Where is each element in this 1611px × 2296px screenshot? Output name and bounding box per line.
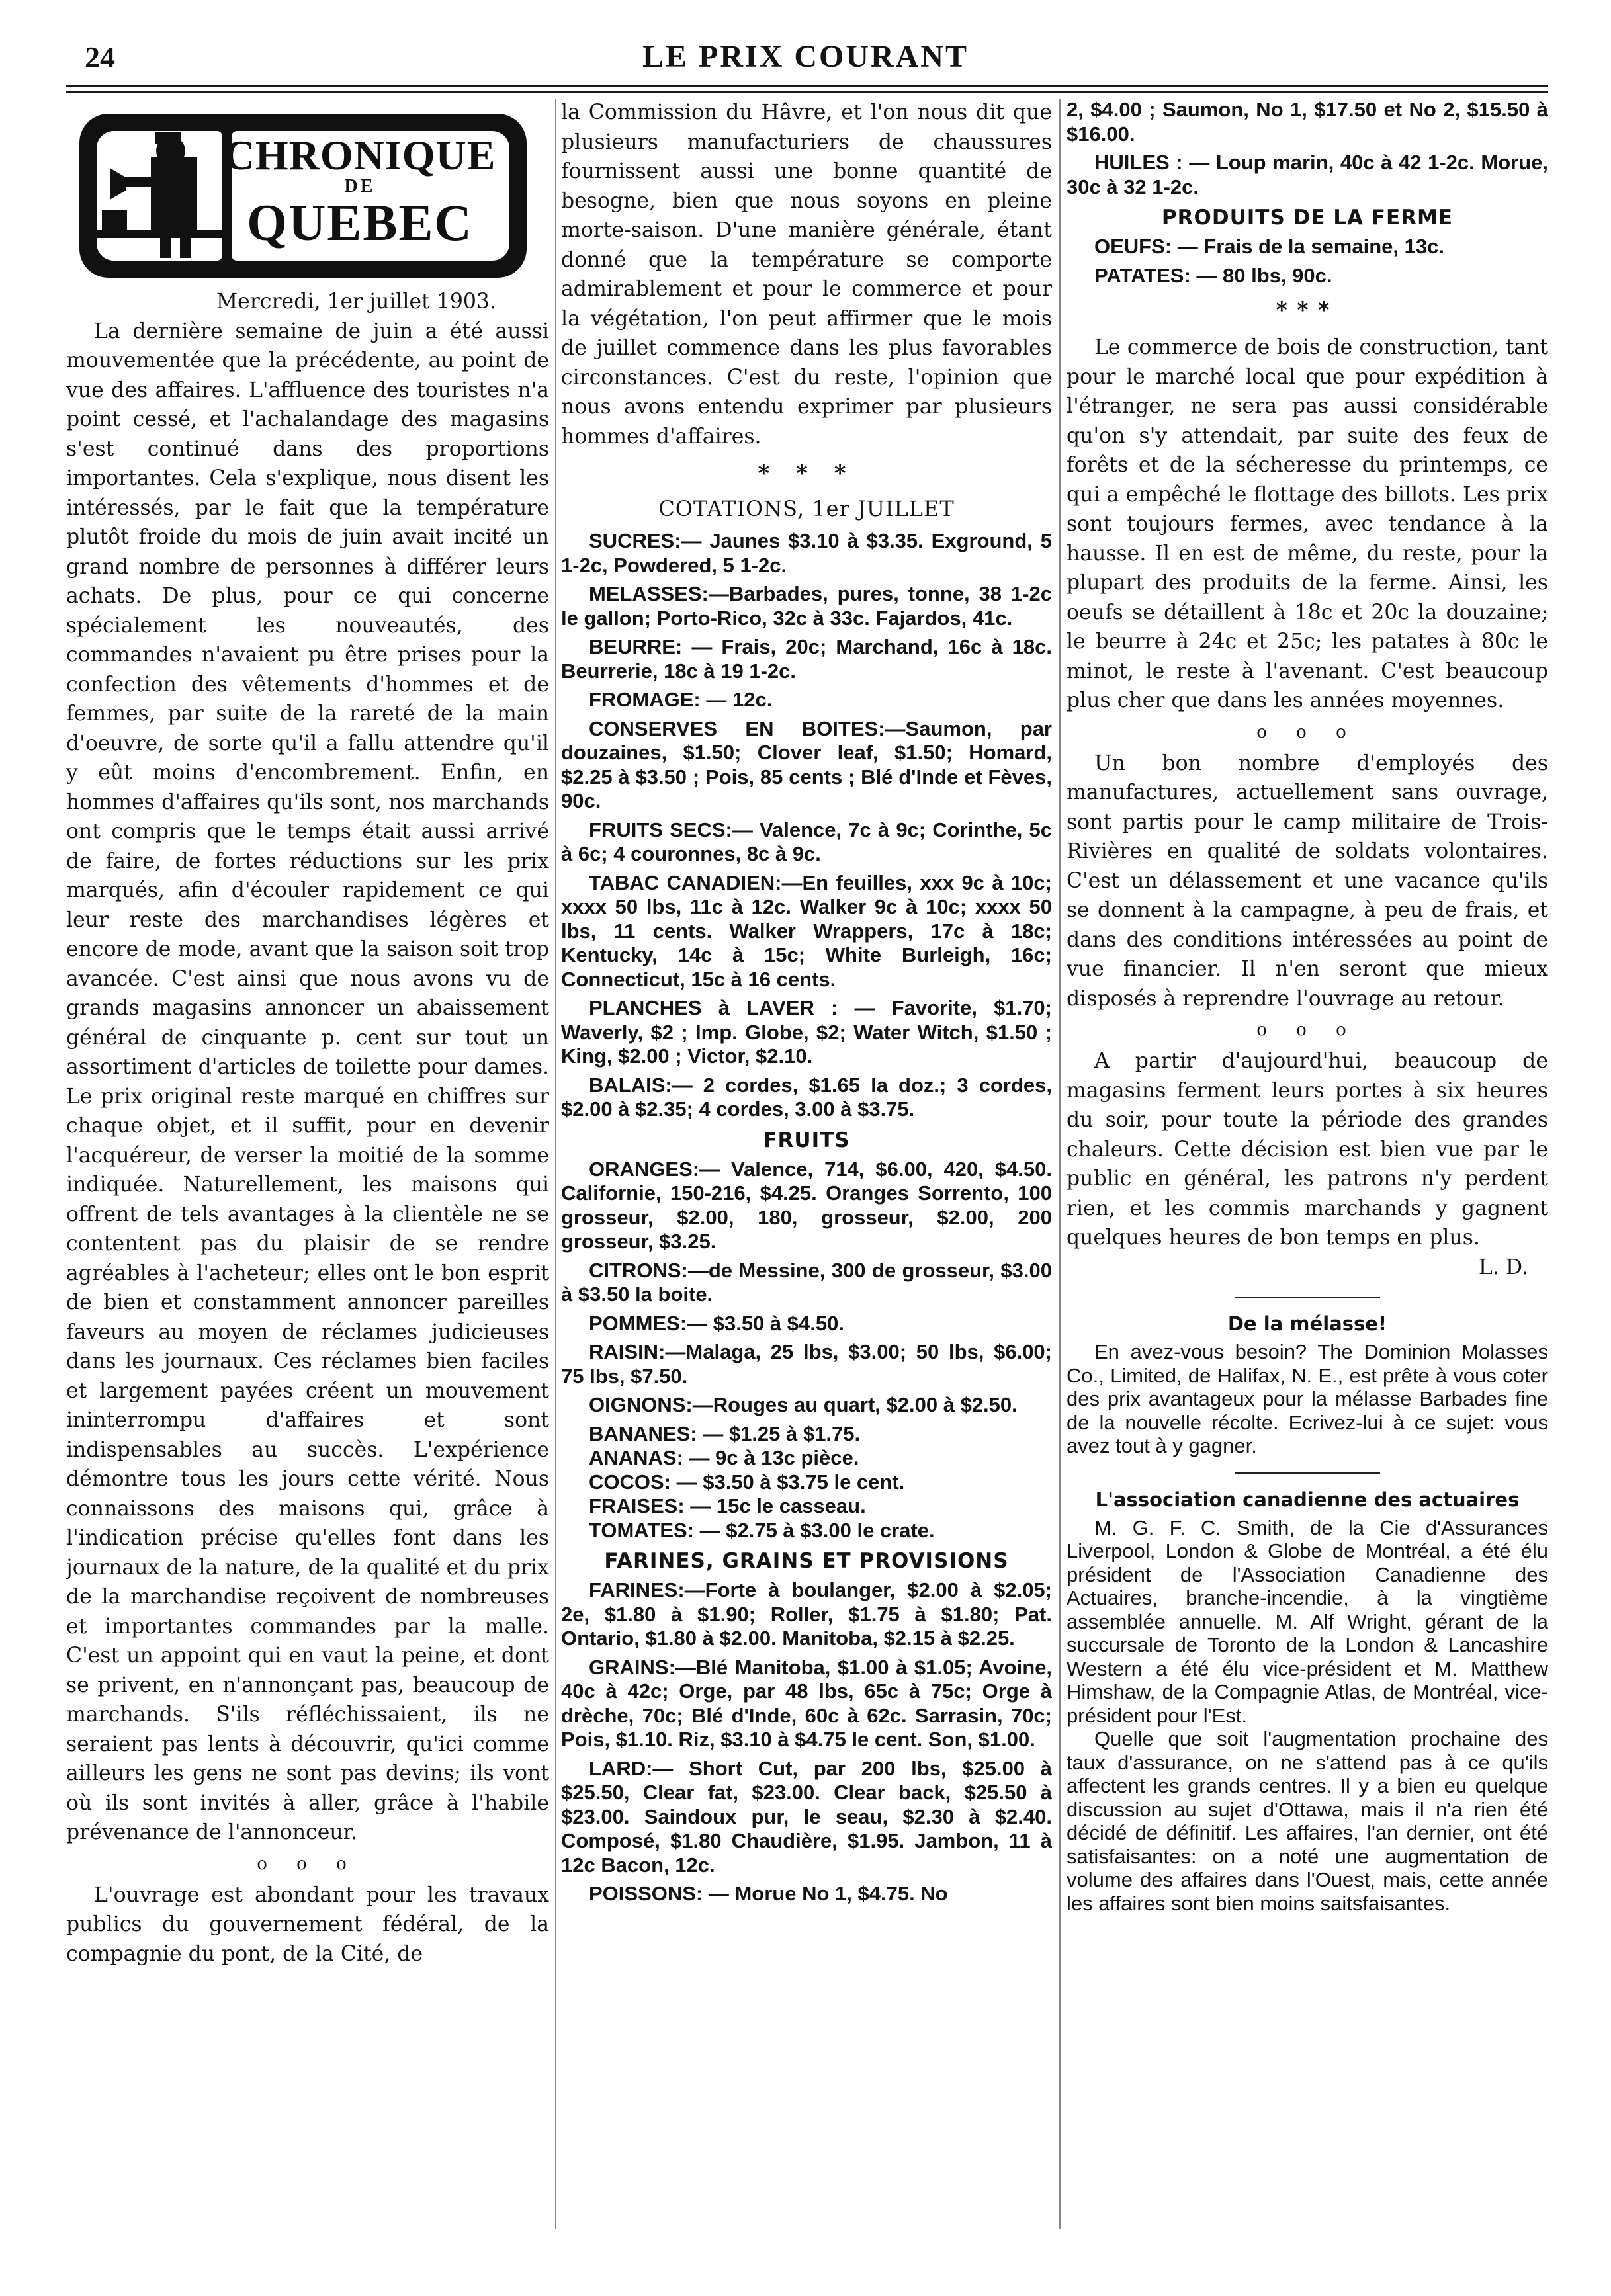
price-item: [561, 1340, 1052, 1388]
price-item: [561, 529, 1052, 577]
journal-title: LE PRIX COURANT: [642, 39, 969, 74]
price-item: [561, 1578, 1052, 1651]
price-text: FRUITS SECS:— Valence, 7c à 9c; Corinthe, 5c à 6c; 4 couronnes, 8c à 9c.: [561, 818, 1052, 865]
notice-heading: L'association canadienne des actuaires: [1095, 1488, 1520, 1511]
article-paragraph: La dernière semaine de juin a été aussi mouvementée que la précédente, au point de vue des affaires. L'affluence des touristes n'a point cessé, et l'achalandage des magasins s'est continué dans des proportions importantes. Cela s'explique, nous disent les intéressés, par le fait que la température plutôt froide du mois de juin avait incité un grand nombre de personnes à différer leurs achats. De plus, pour ce qui concerne spécialement les nouveautés, des commandes n'avaient pu être prises pour la confection des vêtements d'hommes et de femmes, par suite de la rareté de la main d'oeuvre, de sorte qu'il a fallu attendre qu'il y eût moins d'encombrement. Enfin, en hommes d'affaires qu'ils sont, nos marchands ont compris que le temps était aussi arrivé de faire, de fortes réductions sur les prix marqués, afin d'écouler rapidement ce qui leur reste des marchandises légères et encore de mode, avant que la saison soit trop avancée. C'est ainsi que nous avons vu de grands magasins annoncer un abaissement général de cinquante p. cent sur tout un assortiment d'articles de toilette pour dames. Le prix original reste marqué en chiffres sur chaque objet, et il suffit, pour en devenir l'acquéreur, de verser la moitié de la somme indiquée. Naturellement, les maisons qui offrent de tels avantages à la clientèle ne se contentent pas du plaisir de se rendre agréables à l'acheteur; elles ont le bon esprit de bien et constamment annoncer pareilles faveurs au moyen de réclames judicieuses dans les journaux. Ces réclames bien faciles et largement payées créent un mouvement ininterrompu d'affaires et sont indispensables au succès. L'expérience démontre tous les jours cette vérité. Nous connaissons des maisons qui, grâce à l'indication précise qu'elles font dans les journaux de la nature, de la qualité et du prix de la marchandise reçoivent de nombreuses et importantes commandes par la malle. C'est un appoint qui en vaut la peine, et dont se privent, en n'annonçant pas, beaucoup de marchands. S'ils réfléchissaient, ils ne seraient pas lents à découvrir, qu'ici comme ailleurs les gens ne sont pas devins; ils vont où ils sont invités à aller, grâce à l'habile prévenance de l'annonceur.: [66, 319, 549, 1844]
price-text: ORANGES:— Valence, 714, $6.00, 420, $4.50. Californie, 150-216, $4.25. Oranges Sorrento, 100 grosseur, $2.00, 180, grosseur, $2.00, 200 grosseur, $3.25.: [561, 1157, 1052, 1253]
price-item: [561, 1656, 1052, 1752]
page-number: 24: [85, 40, 115, 74]
price-text: BANANES: — $1.25 à $1.75.: [589, 1422, 861, 1445]
article-paragraph: Un bon nombre d'employés des manufactures, actuellement sans ouvrage, sont partis pour le camp militaire de Trois-Rivières en qualité de soldats volontaires. C'est un délassement et une vacance qu'ils se donnent à la campagne, à peu de frais, et dans des conditions intéressées au point de vue financier. Il n'en seront que mieux disposés à reprendre l'ouvrage au retour.: [1067, 751, 1548, 1011]
column-divider-2: [1059, 99, 1061, 2229]
signature: L. D.: [1478, 1255, 1528, 1279]
price-text: OEUFS: — Frais de la semaine, 13c.: [1094, 235, 1444, 258]
notice-heading: De la mélasse!: [1227, 1312, 1387, 1335]
article-paragraph: la Commission du Hâvre, et l'on nous dit que plusieurs manufacturiers de chaussures fournissent aussi une bonne quantité de besogne, bien que nous soyons en pleine morte-saison. D'une manière générale, étant donné que la température se comporte admirablement et pour le commerce et pour la végétation, l'on peut affirmer que le mois de juillet commence dans les plus favorables circonstances. C'est du reste, l'opinion que nous avons entendu exprimer par plusieurs hommes d'affaires.: [561, 101, 1052, 448]
logo-title-line3: QUEBEC: [247, 194, 473, 251]
price-text: COCOS: — $3.50 à $3.75 le cent.: [589, 1470, 905, 1494]
price-text: SUCRES:— Jaunes $3.10 à $3.35. Exground, 5 1-2c, Powdered, 5 1-2c.: [561, 529, 1052, 577]
notice-paragraph: M. G. F. C. Smith, de la Cie d'Assurances Liverpool, London & Globe de Montréal, a été élu président de l'Association Canadienne des Actuaires, branche-incendie, à la vingtième assemblée annuelle. M. Alf Wright, gérant de la succursale de Toronto de la London & Lancashire Western a été élu vice-président et M. Matthew Himshaw, de la Compagnie Atlas, de Montréal, vice-président pour l'Est.: [1067, 1515, 1548, 1727]
price-text: PATATES: — 80 lbs, 90c.: [1094, 263, 1332, 287]
farm-products-heading: PRODUITS DE LA FERME: [1161, 206, 1454, 230]
logo-title-line1: CHRONIQUE: [224, 132, 496, 179]
price-item: [561, 717, 1052, 814]
price-text: PLANCHES à LAVER : — Favorite, $1.70; Waverly, $2 ; Imp. Globe, $2; Water Witch, $1.50 ; King, $2.00 ; Victor, $2.10.: [561, 996, 1052, 1068]
column-1: [66, 98, 549, 2234]
price-item: [561, 688, 1052, 712]
price-text: FARINES:—Forte à boulanger, $2.00 à $2.05; 2e, $1.80 à $1.90; Roller, $1.75 à $1.80; Pat. Ontario, $1.80 à $2.00. Manitoba, $2.15 à $2.25.: [561, 1578, 1052, 1650]
price-text: POISSONS: — Morue No 1, $4.75. No: [589, 1882, 948, 1905]
column-3: [1067, 98, 1548, 2234]
price-item: [561, 871, 1052, 992]
price-item: [1067, 151, 1548, 199]
price-item: [1067, 235, 1548, 259]
article-paragraph: L'ouvrage est abondant pour les travaux publics du gouvernement fédéral, de la compagnie du pont, de la Cité, de: [66, 1883, 549, 1966]
price-text: HUILES : — Loup marin, 40c à 42 1-2c. Morue, 30c à 32 1-2c.: [1067, 151, 1548, 198]
price-item: [561, 1494, 1052, 1519]
price-item: [561, 1519, 1052, 1543]
price-text: FROMAGE: — 12c.: [589, 688, 773, 711]
price-item: [561, 996, 1052, 1069]
column-2: [561, 98, 1052, 2234]
divider-rule: [1235, 1472, 1380, 1474]
section-separator: o o o: [1256, 1020, 1358, 1040]
logo-title-line2: DE: [344, 176, 376, 196]
section-stars: ***: [1276, 297, 1339, 323]
price-item: [561, 818, 1052, 867]
dateline: Mercredi, 1er juillet 1903.: [216, 290, 496, 314]
notice-paragraph: Quelle que soit l'augmentation prochaine des taux d'assurance, on ne s'attend pas à ce qu'ils affectent les grands centres. Il y a bien eu quelque discussion au sujet d'Ottawa, mais il n'a rien été décidé de définitif. Les affaires, l'an dernier, ont été satisfaisantes: on a noté une augmentation de volume des affaires dans l'Ouest, mais, cette année les affaires sont bien moins saitsfaisantes.: [1067, 1727, 1548, 1915]
price-item: [561, 1312, 1052, 1336]
price-item: [561, 1393, 1052, 1418]
logo-figure-panel: [97, 131, 222, 261]
section-separator: o o o: [257, 1853, 359, 1874]
header-rule-thick: [66, 85, 1548, 87]
fruits-heading: FRUITS: [763, 1128, 850, 1152]
price-text: CONSERVES EN BOITES:—Saumon, par douzaines, $1.50; Clover leaf, $1.50; Homard, $2.25 à $3.50 ; Pois, 85 cents ; Blé d'Inde et Fèves, 90c.: [561, 716, 1052, 812]
town-crier-figure-icon: [97, 131, 222, 261]
section-stars: * * *: [758, 460, 855, 487]
quotations-heading: COTATIONS, 1er JUILLET: [658, 496, 955, 521]
farines-heading: FARINES, GRAINS ET PROVISIONS: [604, 1549, 1009, 1573]
price-text: BEURRE: — Frais, 20c; Marchand, 16c à 18c. Beurrerie, 18c à 19 1-2c.: [561, 635, 1052, 683]
header-rule-thin: [66, 91, 1548, 93]
chronique-logo: [79, 114, 527, 278]
price-item: [561, 1422, 1052, 1447]
article-paragraph: Le commerce de bois de construction, tant pour le marché local que pour expédition à l'étranger, ne sera pas aussi considérable qu'on s'y attendait, par suite des feux de forêts et de la sécheresse du printemps, ce qui a empêché le flottage des billots. Les prix sont toujours fermes, avec tendance à la hausse. Il en est de même, du reste, pour la plupart des produits de la ferme. Ainsi, les oeufs se détaillent à 18c et 20c la douzaine; le beurre à 24c et 25c; les patates à 80c le minot, le reste à l'avenant. C'est beaucoup plus cher que dans les années moyennes.: [1067, 335, 1548, 712]
article-paragraph: A partir d'aujourd'hui, beaucoup de magasins ferment leurs portes à six heures du soir, pour toute la période des grandes chaleurs. Cette décision est bien vue par le public en général, les patrons n'y perdent rien, et les commis marchands y gagnent quelques heures de bon temps en plus.: [1067, 1049, 1548, 1250]
price-text: ANANAS: — 9c à 13c pièce.: [589, 1446, 859, 1469]
price-item: [1067, 264, 1548, 288]
price-text: TOMATES: — $2.75 à $3.00 le crate.: [589, 1518, 935, 1542]
price-item: [561, 1259, 1052, 1307]
price-item: [561, 582, 1052, 630]
price-item: [561, 1158, 1052, 1254]
column-divider-1: [555, 99, 556, 2229]
price-text: GRAINS:—Blé Manitoba, $1.00 à $1.05; Avoine, 40c à 42c; Orge, par 48 lbs, 65c à 75c; Orge à drèche, 70c; Blé d'Inde, 60c à 62c. Sarrasin, 70c; Pois, $1.10. Riz, $3.10 à $4.75 le cent. Son, $1.00.: [561, 1655, 1052, 1751]
price-text: CITRONS:—de Messine, 300 de grosseur, $3.00 à $3.50 la boite.: [561, 1258, 1052, 1306]
notice-paragraph: En avez-vous besoin? The Dominion Molasses Co., Limited, de Halifax, N. E., est prête à vous coter des prix avantageux pour la mélasse Barbades fine de la nouvelle récolte. Ecrivez-lui à ce sujet: vous avez tout à y gagner.: [1067, 1340, 1548, 1457]
price-text: OIGNONS:—Rouges au quart, $2.00 à $2.50.: [589, 1393, 1018, 1416]
price-text: FRAISES: — 15c le casseau.: [589, 1494, 866, 1517]
price-item: 2, $4.00 ; Saumon, No 1, $17.50 et No 2, $15.50 à $16.00.: [1067, 98, 1548, 146]
price-item: [561, 1446, 1052, 1470]
price-text: BALAIS:— 2 cordes, $1.65 la doz.; 3 cordes, $2.00 à $2.35; 4 cordes, 3.00 à $3.75.: [561, 1073, 1052, 1121]
section-separator: o o o: [1256, 722, 1358, 742]
price-item: [561, 1882, 1052, 1906]
price-item: [561, 1470, 1052, 1495]
price-text: RAISIN:—Malaga, 25 lbs, $3.00; 50 lbs, $6.00; 75 lbs, $7.50.: [561, 1340, 1052, 1388]
price-text: TABAC CANADIEN:—En feuilles, xxx 9c à 10c; xxxx 50 lbs, 11c à 12c. Walker 9c à 10c; xxxx 50 lbs, 11 cents. Walker Wrappers, 17c à 18c; Kentucky, 14c à 15c; White Burleigh, 16c; Connecticut, 15c à 16 cents.: [561, 871, 1052, 991]
price-text: POMMES:— $3.50 à $4.50.: [589, 1311, 844, 1335]
price-item: [561, 1074, 1052, 1122]
price-text: LARD:— Short Cut, par 200 lbs, $25.00 à $25.50, Clear fat, $23.00. Clear back, $25.50 à $23.00. Saindoux pur, le seau, $2.30 à $2.40. Composé, $1.80 Chaudière, $1.95. Jambon, 11 à 12c Bacon, 12c.: [561, 1756, 1052, 1877]
price-item: [561, 1757, 1052, 1878]
divider-rule: [1235, 1297, 1380, 1298]
price-item: [561, 635, 1052, 683]
price-text: MELASSES:—Barbades, pures, tonne, 38 1-2c le gallon; Porto-Rico, 32c à 33c. Fajardos, 41c.: [561, 582, 1052, 630]
